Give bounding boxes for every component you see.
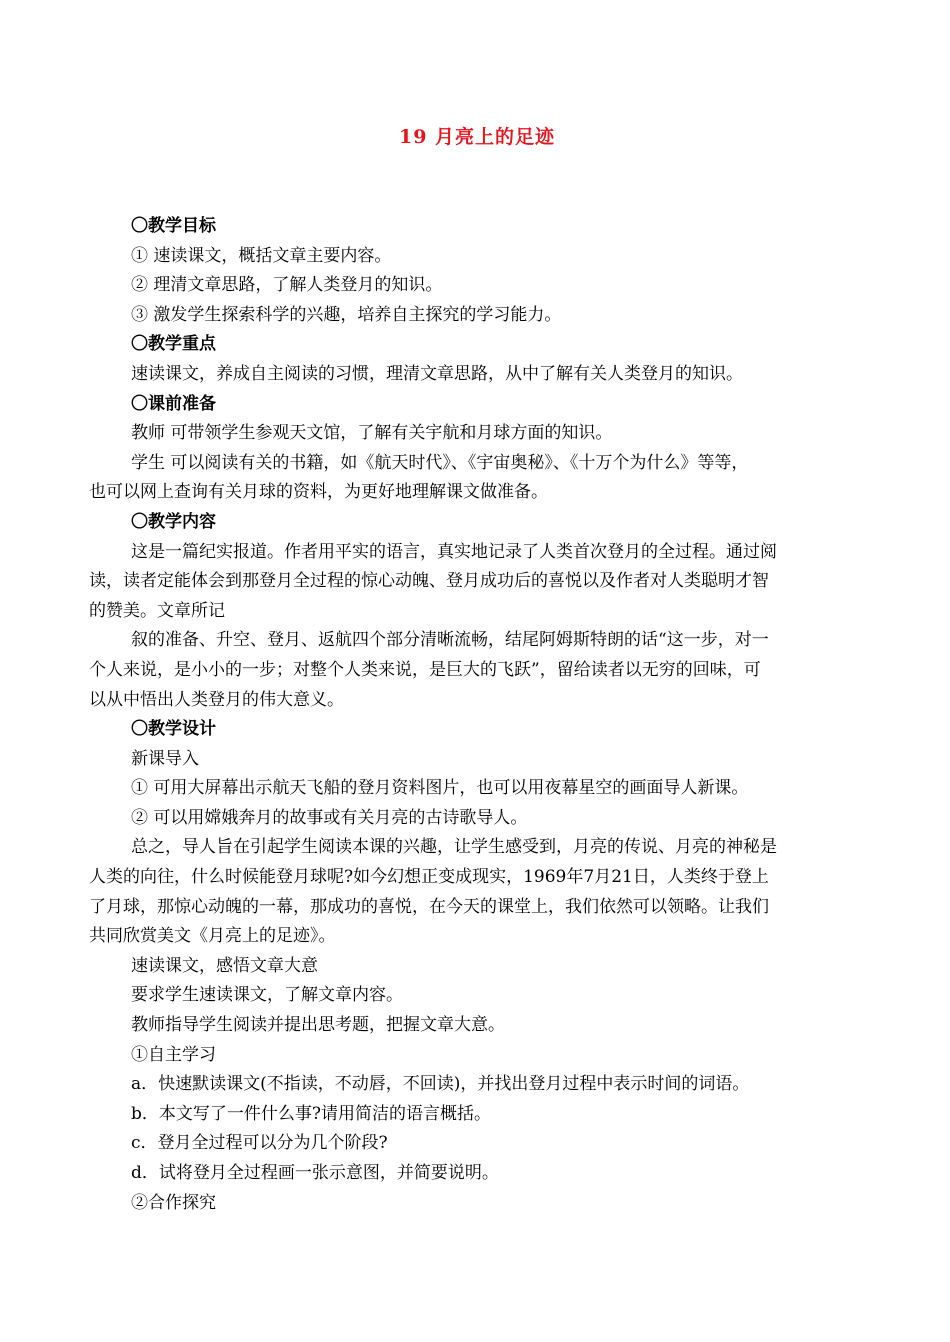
prep-student-line: 也可以网上查询有关月球的资料，为更好地理解课文做准备。 bbox=[89, 482, 548, 503]
goal-item: ② 理清文章思路，了解人类登月的知识。 bbox=[131, 275, 443, 296]
heading-teaching-focus: 〇教学重点 bbox=[131, 334, 216, 355]
design-read-guide: 教师指导学生阅读并提出思考题，把握文章大意。 bbox=[131, 1015, 505, 1036]
design-question: b．本文写了一件什么事?请用简洁的语言概括。 bbox=[131, 1103, 491, 1124]
design-summary-line: 人类的向往，什么时候能登月球呢?如今幻想正变成现实，1969年7月21日，人类终于登上 bbox=[89, 867, 769, 888]
goal-item: ③ 激发学生探索科学的兴趣，培养自主探究的学习能力。 bbox=[131, 304, 562, 325]
design-cooperate: ②合作探究 bbox=[131, 1192, 216, 1213]
prep-student-line: 学生 可以阅读有关的书籍，如《航天时代》、《宇宙奥秘》、《十万个为什么》等等， bbox=[131, 452, 749, 473]
heading-teaching-content: 〇教学内容 bbox=[131, 511, 216, 532]
design-intro-item: ② 可以用嫦娥奔月的故事或有关月亮的古诗歌导人。 bbox=[131, 807, 528, 828]
content-paragraph-line: 这是一篇纪实报道。作者用平实的语言，真实地记录了人类首次登月的全过程。通过阅 bbox=[131, 541, 777, 562]
design-read-requirement: 要求学生速读课文，了解文章内容。 bbox=[131, 985, 403, 1006]
focus-text: 速读课文，养成自主阅读的习惯，理清文章思路，从中了解有关人类登月的知识。 bbox=[131, 363, 743, 384]
content-paragraph-line: 个人来说，是小小的一步；对整个人类来说，是巨大的飞跃”，留给读者以无穷的回味，可 bbox=[89, 659, 761, 680]
content-paragraph-line: 的赞美。文章所记 bbox=[89, 600, 225, 621]
content-paragraph-line: 读，读者定能体会到那登月全过程的惊心动魄、登月成功后的喜悦以及作者对人类聪明才智 bbox=[89, 571, 769, 592]
design-summary-line: 了月球，那惊心动魄的一幕，那成功的喜悦，在今天的课堂上，我们依然可以领略。让我们 bbox=[89, 896, 769, 917]
heading-teaching-goals: 〇教学目标 bbox=[131, 216, 216, 236]
lesson-body bbox=[89, 212, 865, 1218]
design-summary-line: 共同欣赏美文《月亮上的足迹》。 bbox=[89, 926, 336, 947]
heading-preparation: 〇课前准备 bbox=[131, 393, 216, 414]
design-intro-label: 新课导入 bbox=[131, 748, 199, 769]
design-self-study: ①自主学习 bbox=[131, 1044, 216, 1065]
content-paragraph-line: 以从中悟出人类登月的伟大意义。 bbox=[89, 689, 344, 710]
design-question: d．试将登月全过程画一张示意图，并简要说明。 bbox=[131, 1163, 499, 1183]
design-intro-item: ① 可用大屏幕出示航天飞船的登月资料图片，也可以用夜幕星空的画面导人新课。 bbox=[131, 778, 749, 799]
content-paragraph-line: 叙的准备、升空、登月、返航四个部分清晰流畅，结尾阿姆斯特朗的话“这一步，对一 bbox=[131, 630, 769, 651]
design-question: c．登月全过程可以分为几个阶段? bbox=[131, 1133, 388, 1154]
prep-teacher: 教师 可带领学生参观天文馆，了解有关宇航和月球方面的知识。 bbox=[131, 423, 613, 444]
design-summary-line: 总之，导人旨在引起学生阅读本课的兴趣，让学生感受到，月亮的传说、月亮的神秘是 bbox=[131, 837, 777, 858]
lesson-title: 19 月亮上的足迹 bbox=[398, 126, 556, 148]
design-read-label: 速读课文，感悟文章大意 bbox=[131, 955, 318, 976]
design-question: a．快速默读课文(不指读，不动唇，不回读)，并找出登月过程中表示时间的词语。 bbox=[131, 1074, 750, 1095]
goal-item: ① 速读课文，概括文章主要内容。 bbox=[131, 245, 392, 266]
heading-teaching-design: 〇教学设计 bbox=[131, 719, 216, 740]
